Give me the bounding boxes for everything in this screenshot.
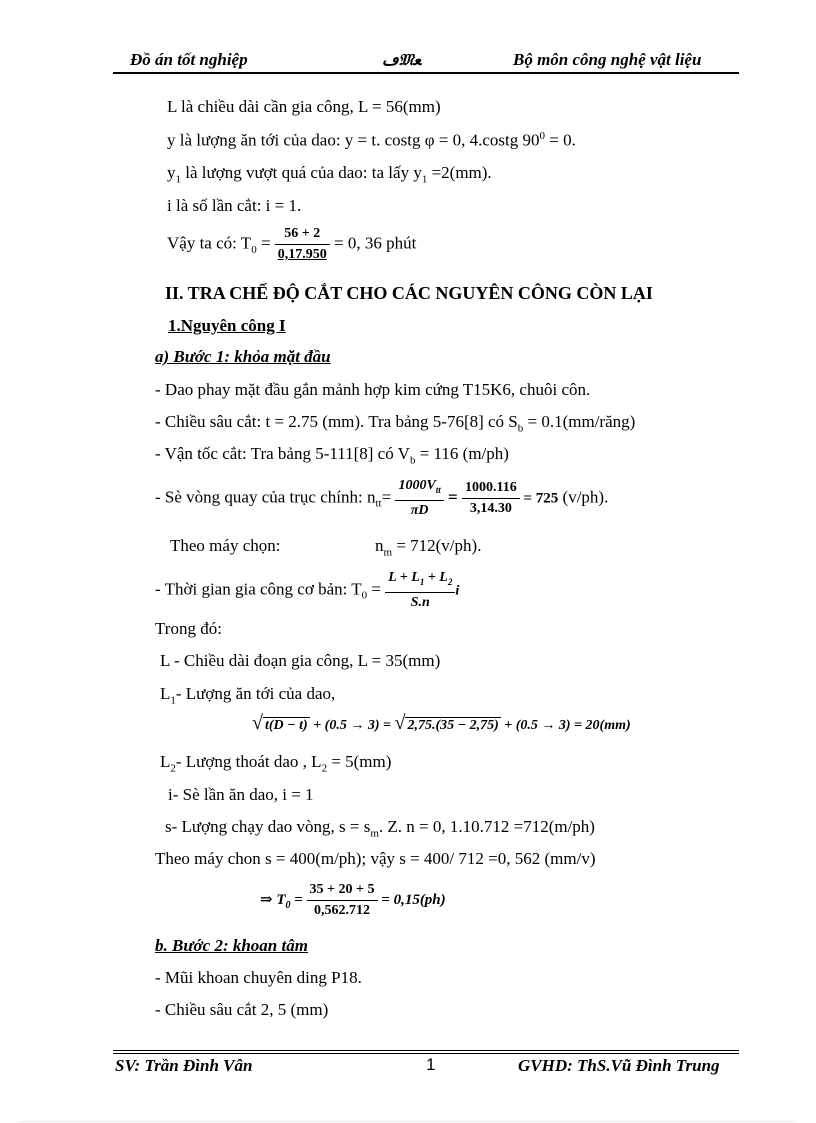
drill-line: - Mũi khoan chuyên ding P18. — [155, 968, 362, 987]
formula-t0: ⇒ $T_0$ = $\frac{35 + 20 + 5}{0,562.712}$ = 0,15(ph) — [260, 882, 446, 918]
speed-line: - Vận tốc cắt: Tra bảng 5-111[8] có $V_b = 116$ (m/ph) — [155, 444, 509, 467]
section-title: II. TRA CHẾ ĐỘ CẮT CHO CÁC NGUYÊN CÔNG CÒN LẠI — [165, 283, 653, 303]
line-t0: Vậy ta có: $T_0$ = $\frac{56 + 2}{0,17.950}$ = 0, 36 phút — [167, 226, 417, 262]
header-ornament: ڡ𝔐ﻌ — [382, 50, 422, 69]
rpm-line: - Sè vòng quay của trục chính: $n_{tt}=$ $\frac{1000V_{tt}}{\pi D}$ = $\frac{1000.116}{3,14.30}$ = 725 (v/ph). — [155, 478, 609, 518]
chosen-speed-value: $n_m = 712(v/ph)$. — [375, 536, 482, 559]
def-l: L - Chiều dài đoạn gia công, L = 35(mm) — [160, 651, 441, 670]
step1-title: a) Bước 1: khỏa mặt đầu — [155, 347, 331, 366]
footer-right: GVHD: ThS.Vũ Đình Trung — [518, 1056, 720, 1075]
where-label: Trong đó: — [155, 619, 222, 638]
line-y1: $y_1$ là lượng vượt quá của dao: ta lấy $y_1 =2(mm)$. — [167, 163, 492, 186]
feed-line: Theo máy chon s = 400(m/ph); vậy s = 400/ 712 =0, 562 (mm/v) — [155, 849, 596, 868]
page-edge — [20, 1121, 796, 1122]
step2-title: b. Bước 2: khoan tâm — [155, 936, 308, 955]
line-l: L là chiều dài cần gia công, L = 56(mm) — [167, 97, 441, 116]
time-line: - Thời gian gia công cơ bản: $T_0$ = $\frac{L + L_1 + L_2}{S.n}$ i — [155, 570, 460, 610]
line-y: y là lượng ăn tới của dao: y = t. costg φ = 0, 4.costg $90^0 = 0$. — [167, 130, 576, 150]
def-l1: $L_1-$ Lượng ăn tới của dao, — [160, 684, 336, 707]
depth2-line: - Chiều sâu cắt 2, 5 (mm) — [155, 1000, 329, 1019]
footer-rule-bottom — [113, 1053, 739, 1054]
operation-title: 1.Nguyên công I — [168, 316, 286, 335]
line-i: i là số lần cắt: i = 1. — [167, 196, 302, 215]
depth-line: - Chiều sâu cắt: t = 2.75 (mm). Tra bảng 5-76[8] có $S_b$ = 0.1(mm/răng) — [155, 412, 636, 435]
page-number: 1 — [426, 1055, 436, 1074]
header-rule — [113, 72, 739, 74]
def-i: i- Sè lần ăn dao, i = 1 — [168, 785, 314, 804]
def-l2: $L_2-$ Lượng thoát dao , $L_2 = 5(mm)$ — [160, 752, 392, 775]
formula-l1: √ t(D − t) + (0.5 → 3) = √ 2,75.(35 − 2,75) + (0.5 → 3) = 20(mm) — [252, 712, 631, 734]
tool-line: - Dao phay mặt đầu gắn mảnh hợp kim cứng T15K6, chuôi côn. — [155, 380, 591, 399]
chosen-speed-label: Theo máy chọn: — [170, 536, 281, 555]
footer-rule-top — [113, 1050, 739, 1051]
header-left: Đồ án tốt nghiệp — [130, 50, 248, 69]
header-right: Bộ môn công nghệ vật liệu — [513, 50, 702, 69]
def-s: s- Lượng chạy dao vòng, $s = s_m$. Z. n = 0, 1.10.712 =712(m/ph) — [165, 817, 595, 840]
footer-left: SV: Trần Đình Vân — [115, 1056, 253, 1075]
